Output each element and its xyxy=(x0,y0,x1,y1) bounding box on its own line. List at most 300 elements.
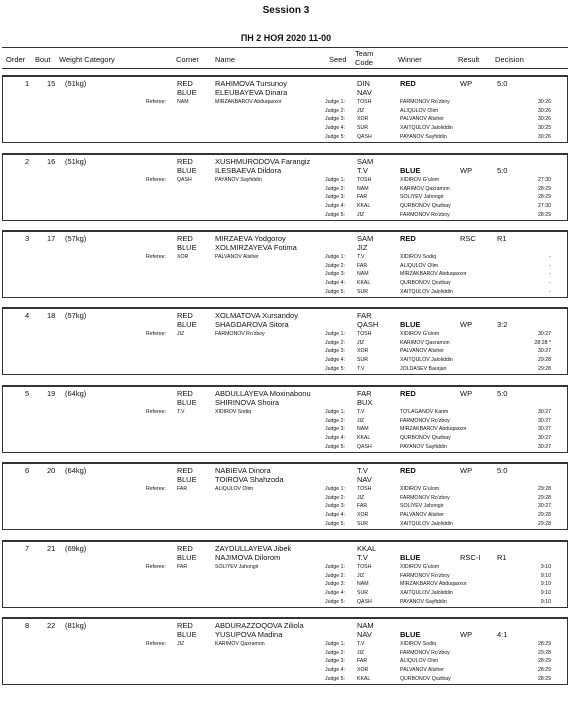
decision: 5:0 xyxy=(497,166,508,175)
referee-team: FAR xyxy=(177,486,188,492)
decision: 3:2 xyxy=(497,320,508,329)
judge-score: 29:28 xyxy=(538,357,551,364)
blue-fighter-name: ILESBAEVA Dildora xyxy=(215,166,282,175)
col-decision: Decision xyxy=(495,55,524,64)
judge-score: 9:10 xyxy=(540,598,551,605)
referee-name: PAYANOV Sayfiddin xyxy=(215,177,262,183)
judge-name: PALVANOV Alisher xyxy=(400,512,444,519)
judge-score: 9:10 xyxy=(540,590,551,597)
blue-fighter-name: YUSUPOVA Madina xyxy=(215,630,283,639)
col-corner: Corner xyxy=(176,55,199,64)
judge-name: XAITQULOV Jaloliddin xyxy=(400,357,453,364)
judge-team: XOR xyxy=(357,348,369,355)
judge-name: XAITQULOV Jaloliddin xyxy=(400,590,453,597)
judge-score: 28:29 xyxy=(538,667,551,674)
bout-order: 8 xyxy=(25,621,30,630)
judge-team: NAM xyxy=(357,581,369,588)
bout-block xyxy=(2,540,568,608)
judge-score: 28:29 xyxy=(538,194,551,201)
winner-corner: RED xyxy=(400,389,416,398)
red-fighter-name: XUSHMURODOVA Farangiz xyxy=(215,157,311,166)
judge-team: KKAL xyxy=(357,203,371,210)
judge-label: Judge 3: xyxy=(325,116,345,123)
judge-team: FAR xyxy=(357,658,368,665)
judge-name: ALIQULOV Olim xyxy=(400,107,439,114)
bout-block xyxy=(2,153,568,221)
judge-score: 30:27 xyxy=(538,409,551,415)
judge-team: XOR xyxy=(357,667,369,674)
blue-corner-label: BLUE xyxy=(177,630,197,639)
red-corner-label: RED xyxy=(177,466,193,475)
referee-label: Referee: xyxy=(146,254,166,260)
result-type: WP xyxy=(460,389,473,398)
blue-corner-label: BLUE xyxy=(177,243,197,252)
judge-team: JIZ xyxy=(357,494,365,501)
judge-name: XIDIROV G'ulom xyxy=(400,486,440,492)
referee-label: Referee: xyxy=(146,331,166,337)
judge-score: 9:10 xyxy=(540,581,551,588)
result-type: RSC-I xyxy=(460,553,481,562)
bout-block xyxy=(2,75,568,143)
judge-label: Judge 2: xyxy=(325,262,345,269)
bout-order: 3 xyxy=(25,234,30,243)
judge-label: Judge 4: xyxy=(325,203,345,210)
judge-name: XIDIROV Sodiq xyxy=(400,254,437,260)
judge-name: XIDIROV G'ulom xyxy=(400,331,440,337)
judge-label: Judge 5: xyxy=(325,211,345,218)
judge-score: 30:27 xyxy=(538,331,551,337)
weight-category: (69kg) xyxy=(65,544,87,553)
red-fighter-name: NABIEVA Dinora xyxy=(215,466,271,475)
bout-order: 7 xyxy=(25,544,30,553)
blue-fighter-name: ELEUBAYEVA Dinara xyxy=(215,88,288,97)
judge-name: PAYANOV Sayfiddin xyxy=(400,133,447,140)
blue-team-code: BUX xyxy=(357,398,373,407)
winner-corner: BLUE xyxy=(400,630,421,639)
bout-order: 5 xyxy=(25,389,30,398)
red-fighter-name: ZAYDULLAYEVA Jibek xyxy=(215,544,292,553)
judge-team: T.V xyxy=(357,365,365,372)
red-team-code: SAM xyxy=(357,234,374,243)
col-bout: Bout xyxy=(35,55,51,64)
judge-team: NAM xyxy=(357,271,369,278)
judge-label: Judge 5: xyxy=(325,288,345,295)
blue-team-code: QASH xyxy=(357,320,379,329)
red-fighter-name: RAHIMOVA Tursunoy xyxy=(215,79,287,88)
judge-name: FARMONOV Ro'zboy xyxy=(400,494,450,501)
red-fighter-name: MIRZAEVA Yodgoroy xyxy=(215,234,286,243)
judge-name: SOLIYEV Jahongir xyxy=(400,503,444,510)
blue-corner-label: BLUE xyxy=(177,475,197,484)
judge-score: 28:29 xyxy=(538,675,551,682)
judge-name: XIDIROV Sodiq xyxy=(400,641,437,647)
red-corner-label: RED xyxy=(177,157,193,166)
judge-score: 30:26 xyxy=(538,116,551,123)
col-weight: Weight Category xyxy=(59,55,115,64)
judge-team: QASH xyxy=(357,133,372,140)
referee-name: PALVANOV Alisher xyxy=(215,254,259,260)
judge-label: Judge 4: xyxy=(325,280,345,287)
judge-score: - xyxy=(549,271,551,278)
result-type: WP xyxy=(460,166,473,175)
judge-label: Judge 3: xyxy=(325,194,345,201)
judge-name: KARIMOV Qaxramon xyxy=(400,339,450,346)
judge-name: ALIQULOV Olim xyxy=(400,262,439,269)
judge-name: PALVANOV Alisher xyxy=(400,116,444,123)
decision: 5:0 xyxy=(497,79,508,88)
judge-label: Judge 4: xyxy=(325,435,345,442)
col-team-code-1: Team xyxy=(355,49,374,58)
referee-label: Referee: xyxy=(146,564,166,570)
red-team-code: T.V xyxy=(357,466,368,475)
judge-score: 30:27 xyxy=(538,426,551,433)
judge-label: Judge 1: xyxy=(325,177,345,183)
result-type: WP xyxy=(460,466,473,475)
blue-team-code: JIZ xyxy=(357,243,368,252)
judge-label: Judge 3: xyxy=(325,581,345,588)
blue-fighter-name: TOIROVA Shahzoda xyxy=(215,475,284,484)
judge-team: XOR xyxy=(357,116,369,123)
blue-corner-label: BLUE xyxy=(177,320,197,329)
blue-team-code: T.V xyxy=(357,553,368,562)
col-result: Result xyxy=(458,55,480,64)
referee-label: Referee: xyxy=(146,99,166,105)
judge-score: 29:28 xyxy=(538,520,551,527)
bout-number: 22 xyxy=(47,621,56,630)
col-team-code-2: Code xyxy=(355,58,373,67)
referee-label: Referee: xyxy=(146,409,166,415)
judge-team: JIZ xyxy=(357,107,365,114)
winner-corner: RED xyxy=(400,79,416,88)
judge-score: 30:27 xyxy=(538,503,551,510)
weight-category: (64kg) xyxy=(65,466,87,475)
bout-number: 18 xyxy=(47,311,56,320)
decision: R1 xyxy=(497,553,507,562)
judge-name: FARMONOV Ro'zboy xyxy=(400,417,450,424)
judge-score: 29:28 xyxy=(538,649,551,656)
judge-team: T.V xyxy=(357,254,365,260)
judge-name: PALVANOV Alisher xyxy=(400,667,444,674)
bout-block xyxy=(2,385,568,453)
judge-label: Judge 5: xyxy=(325,675,345,682)
judge-team: TOSH xyxy=(357,177,372,183)
bout-block xyxy=(2,617,568,685)
referee-label: Referee: xyxy=(146,486,166,492)
red-team-code: KKAL xyxy=(357,544,377,553)
judge-label: Judge 5: xyxy=(325,365,345,372)
col-name: Name xyxy=(215,55,236,64)
judge-score: 9:10 xyxy=(540,572,551,579)
referee-name: FARMONOV Ro'zboy xyxy=(215,331,265,337)
winner-corner: BLUE xyxy=(400,320,421,329)
referee-name: KARIMOV Qaxramon xyxy=(215,641,265,647)
judge-team: SUR xyxy=(357,125,368,132)
result-type: WP xyxy=(460,630,473,639)
judge-name: PAYANOV Sayfiddin xyxy=(400,443,447,450)
judge-name: KARIMOV Qaxramon xyxy=(400,185,450,192)
blue-fighter-name: XOLMIRZAYEVA Fotima xyxy=(215,243,297,252)
blue-fighter-name: SHIRINOVA Shoira xyxy=(215,398,280,407)
judge-team: QASH xyxy=(357,443,372,450)
judge-score: 27:30 xyxy=(538,203,551,210)
red-corner-label: RED xyxy=(177,234,193,243)
judge-name: PAYANOV Sayfiddin xyxy=(400,598,447,605)
judge-name: XAITQULOV Jaloliddin xyxy=(400,288,453,295)
weight-category: (51kg) xyxy=(65,79,87,88)
result-type: WP xyxy=(460,320,473,329)
judge-score: 9:10 xyxy=(540,564,551,570)
judge-team: JIZ xyxy=(357,339,365,346)
table-header xyxy=(2,47,568,69)
referee-team: XOR xyxy=(177,254,189,260)
winner-corner: RED xyxy=(400,234,416,243)
judge-label: Judge 2: xyxy=(325,572,345,579)
judge-score: 30:26 xyxy=(538,133,551,140)
judge-team: T.V xyxy=(357,641,365,647)
referee-name: SOLIYEV Jahongir xyxy=(215,564,259,570)
judge-name: ALIQULOV Olim xyxy=(400,658,439,665)
decision: 5:0 xyxy=(497,389,508,398)
judge-name: TO'LAGANOV Karim xyxy=(400,409,449,415)
bout-number: 17 xyxy=(47,234,56,243)
judge-score: 28:29 xyxy=(538,211,551,218)
referee-team: QASH xyxy=(177,177,192,183)
judge-label: Judge 1: xyxy=(325,409,345,415)
referee-name: XIDIROV Sodiq xyxy=(215,409,252,415)
judge-score: - xyxy=(549,262,551,269)
judge-team: T.V xyxy=(357,409,365,415)
judge-team: TOSH xyxy=(357,99,372,105)
red-corner-label: RED xyxy=(177,544,193,553)
red-team-code: SAM xyxy=(357,157,374,166)
red-team-code: FAR xyxy=(357,311,372,320)
bout-order: 6 xyxy=(25,466,30,475)
referee-label: Referee: xyxy=(146,177,166,183)
bout-number: 20 xyxy=(47,466,56,475)
judge-team: FAR xyxy=(357,194,368,201)
judge-score: 30:27 xyxy=(538,435,551,442)
referee-team: NAM xyxy=(177,99,189,105)
judge-team: SUR xyxy=(357,590,368,597)
judge-team: TOSH xyxy=(357,564,372,570)
red-team-code: DIN xyxy=(357,79,370,88)
judge-label: Judge 3: xyxy=(325,271,345,278)
judge-score: 30:26 xyxy=(538,107,551,114)
judge-label: Judge 1: xyxy=(325,641,345,647)
judge-score: 28:28 * xyxy=(534,339,551,346)
bout-number: 21 xyxy=(47,544,56,553)
winner-corner: BLUE xyxy=(400,553,421,562)
judge-score: 30:27 xyxy=(538,348,551,355)
decision: 5:0 xyxy=(497,466,508,475)
judge-label: Judge 5: xyxy=(325,520,345,527)
judge-label: Judge 2: xyxy=(325,185,345,192)
judge-team: XOR xyxy=(357,512,369,519)
bout-block xyxy=(2,307,568,375)
judge-score: 29:28 xyxy=(538,365,551,372)
red-corner-label: RED xyxy=(177,79,193,88)
blue-corner-label: BLUE xyxy=(177,88,197,97)
decision: R1 xyxy=(497,234,507,243)
winner-corner: BLUE xyxy=(400,166,421,175)
bout-order: 4 xyxy=(25,311,30,320)
judge-name: XAITQULOV Jaloliddin xyxy=(400,125,453,132)
judge-team: TOSH xyxy=(357,486,372,492)
judge-label: Judge 5: xyxy=(325,133,345,140)
judge-score: 30:27 xyxy=(538,417,551,424)
judge-team: KKAL xyxy=(357,675,371,682)
judge-score: 28:29 xyxy=(538,641,551,647)
judge-team: FAR xyxy=(357,503,368,510)
bout-order: 2 xyxy=(25,157,30,166)
judge-team: NAM xyxy=(357,185,369,192)
referee-team: T.V xyxy=(177,409,185,415)
judge-name: XIDIROV G'ulom xyxy=(400,564,440,570)
referee-team: FAR xyxy=(177,564,188,570)
blue-corner-label: BLUE xyxy=(177,398,197,407)
session-title: Session 3 xyxy=(262,5,310,16)
judge-team: KKAL xyxy=(357,280,371,287)
blue-team-code: NAV xyxy=(357,88,372,97)
judge-label: Judge 1: xyxy=(325,486,345,492)
judge-team: JIZ xyxy=(357,649,365,656)
judge-label: Judge 5: xyxy=(325,443,345,450)
red-corner-label: RED xyxy=(177,311,193,320)
decision: 4:1 xyxy=(497,630,508,639)
judge-team: SUR xyxy=(357,288,368,295)
judge-name: QURBONOV Qozibay xyxy=(400,203,451,210)
judge-label: Judge 4: xyxy=(325,667,345,674)
referee-team: JIZ xyxy=(177,331,185,337)
winner-corner: RED xyxy=(400,466,416,475)
judge-label: Judge 4: xyxy=(325,357,345,364)
judge-score: 28:29 xyxy=(538,658,551,665)
judge-score: - xyxy=(549,288,551,295)
judge-name: FARMONOV Ro'zboy xyxy=(400,211,450,218)
referee-label: Referee: xyxy=(146,641,166,647)
judge-label: Judge 1: xyxy=(325,254,345,260)
judge-team: FAR xyxy=(357,262,368,269)
red-fighter-name: ABDURAZZOQOVA Ziliola xyxy=(215,621,304,630)
blue-corner-label: BLUE xyxy=(177,553,197,562)
judge-label: Judge 3: xyxy=(325,503,345,510)
referee-name: ALIQULOV Olim xyxy=(215,486,254,492)
bout-block xyxy=(2,462,568,530)
judge-score: 29:28 xyxy=(538,494,551,501)
judge-label: Judge 2: xyxy=(325,649,345,656)
red-fighter-name: ABDULLAYEVA Moxinabonu xyxy=(215,389,311,398)
judge-label: Judge 4: xyxy=(325,125,345,132)
judge-team: QASH xyxy=(357,598,372,605)
judge-label: Judge 1: xyxy=(325,564,345,570)
weight-category: (81kg) xyxy=(65,621,87,630)
col-order: Order xyxy=(6,55,26,64)
judge-name: SOLIYEV Jahongir xyxy=(400,194,444,201)
bout-order: 1 xyxy=(25,79,30,88)
bout-number: 15 xyxy=(47,79,56,88)
red-fighter-name: XOLMATOVA Xursandoy xyxy=(215,311,298,320)
judge-label: Judge 3: xyxy=(325,426,345,433)
judge-label: Judge 3: xyxy=(325,348,345,355)
blue-team-code: NAV xyxy=(357,630,372,639)
judge-label: Judge 1: xyxy=(325,99,345,105)
blue-team-code: NAV xyxy=(357,475,372,484)
blue-corner-label: BLUE xyxy=(177,166,197,175)
judge-score: 29:28 xyxy=(538,512,551,519)
weight-category: (57kg) xyxy=(65,234,87,243)
judge-name: PALVANOV Alisher xyxy=(400,348,444,355)
judge-label: Judge 4: xyxy=(325,512,345,519)
session-datetime: ПН 2 НОЯ 2020 11-00 xyxy=(240,33,332,43)
judge-score: 27:30 xyxy=(538,177,551,183)
weight-category: (51kg) xyxy=(65,157,87,166)
red-corner-label: RED xyxy=(177,389,193,398)
judge-label: Judge 3: xyxy=(325,658,345,665)
bout-block xyxy=(2,230,568,298)
red-corner-label: RED xyxy=(177,621,193,630)
weight-category: (64kg) xyxy=(65,389,87,398)
blue-team-code: T.V xyxy=(357,166,368,175)
judge-team: NAM xyxy=(357,426,369,433)
judge-name: FARMONOV Ro'zboy xyxy=(400,649,450,656)
judge-name: FARMONOV Ro'zboy xyxy=(400,572,450,579)
judge-score: 30:27 xyxy=(538,443,551,450)
judge-label: Judge 2: xyxy=(325,417,345,424)
judge-score: - xyxy=(549,280,551,287)
red-team-code: NAM xyxy=(357,621,374,630)
judge-name: FARMONOV Ro'zboy xyxy=(400,99,450,105)
judge-name: QURBONOV Qozibay xyxy=(400,675,451,682)
judge-label: Judge 2: xyxy=(325,107,345,114)
judge-label: Judge 1: xyxy=(325,331,345,337)
judge-score: 30:25 xyxy=(538,125,551,132)
judge-score: 28:29 xyxy=(538,185,551,192)
judge-label: Judge 4: xyxy=(325,590,345,597)
judge-name: QURBONOV Qozibay xyxy=(400,435,451,442)
judge-label: Judge 2: xyxy=(325,494,345,501)
col-seed: Seed xyxy=(329,55,347,64)
judge-team: JIZ xyxy=(357,417,365,424)
judge-score: 29:28 xyxy=(538,486,551,492)
col-winner: Winner xyxy=(398,55,422,64)
judge-score: 30:26 xyxy=(538,99,551,105)
judge-name: QURBONOV Qozibay xyxy=(400,280,451,287)
judge-name: MIRZAKBAROV Abduqaxxor xyxy=(400,426,467,433)
red-team-code: FAR xyxy=(357,389,372,398)
judge-label: Judge 5: xyxy=(325,598,345,605)
judge-label: Judge 2: xyxy=(325,339,345,346)
judge-team: TOSH xyxy=(357,331,372,337)
blue-fighter-name: SHAGDAROVA Sitora xyxy=(215,320,289,329)
referee-team: JIZ xyxy=(177,641,185,647)
judge-team: SUR xyxy=(357,520,368,527)
weight-category: (57kg) xyxy=(65,311,87,320)
judge-name: MIRZAKBAROV Abduqaxxor xyxy=(400,581,467,588)
blue-fighter-name: NAJIMOVA Dilorom xyxy=(215,553,281,562)
judge-name: XIDIROV G'ulom xyxy=(400,177,440,183)
judge-name: MIRZAKBAROV Abduqaxxor xyxy=(400,271,467,278)
referee-name: MIRZAKBAROV Abduqaxxor xyxy=(215,99,282,105)
result-type: WP xyxy=(460,79,473,88)
judge-name: JOLDASEV Baurjan xyxy=(400,365,447,372)
bout-number: 16 xyxy=(47,157,56,166)
bout-number: 19 xyxy=(47,389,56,398)
judge-score: - xyxy=(549,254,551,260)
judge-team: KKAL xyxy=(357,435,371,442)
judge-name: XAITQULOV Jaloliddin xyxy=(400,520,453,527)
result-type: RSC xyxy=(460,234,476,243)
judge-team: SUR xyxy=(357,357,368,364)
